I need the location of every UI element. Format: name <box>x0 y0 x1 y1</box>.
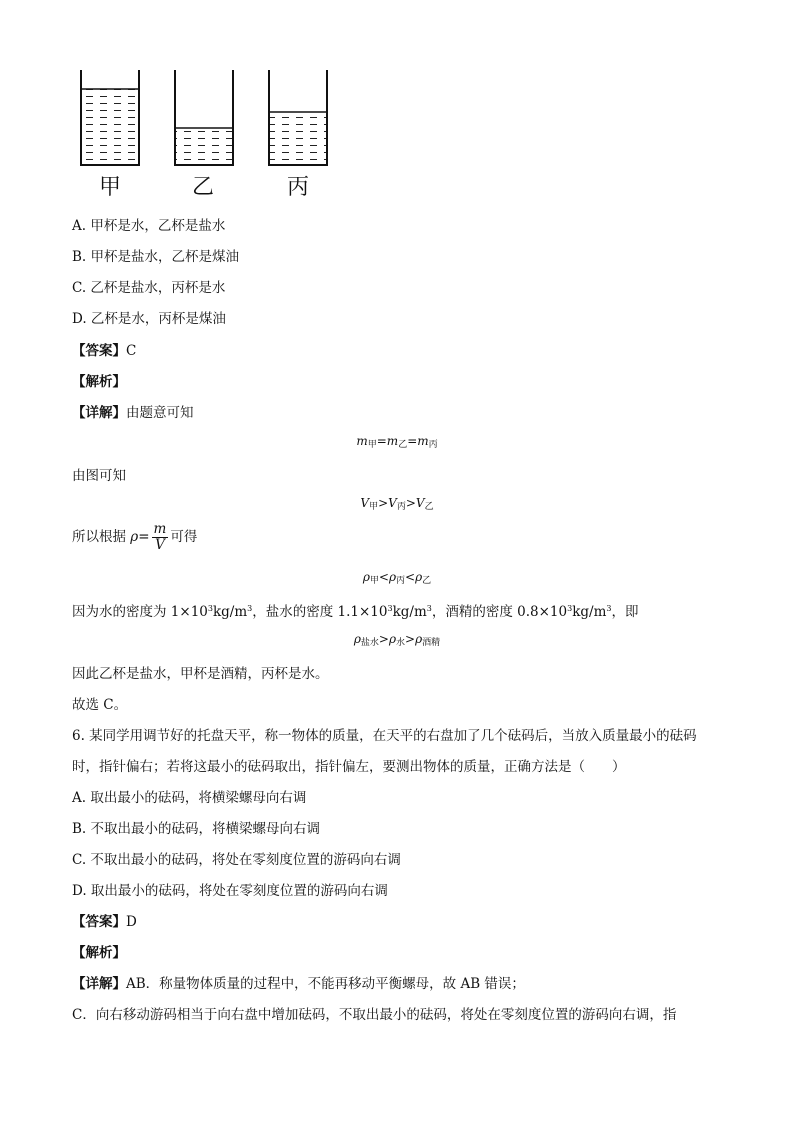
q6-detail <box>72 972 525 992</box>
cup-label-jia: 甲 <box>99 175 122 200</box>
q6-detail-text: AB．称量物体质量的过程中，不能再移动平衡螺母，故 AB 错误； <box>126 976 525 992</box>
q5-equation-density: $\rho_甲<\rho_丙<\rho_乙$ <box>362 570 432 586</box>
cup-label-yi: 乙 <box>192 175 215 200</box>
q5-option-d: D. 乙杯是水，丙杯是煤油 <box>72 311 226 327</box>
q5-analysis-tag: 【解析】 <box>72 374 126 390</box>
cup-yi <box>175 70 233 165</box>
beakers-figure <box>70 65 340 175</box>
q5-conclusion: 因此乙杯是盐水，甲杯是酒精，丙杯是水。 <box>72 666 329 682</box>
cup-label-bing: 丙 <box>287 175 310 200</box>
q6-option-b: B. 不取出最小的砝码，将横梁螺母向右调 <box>72 821 321 837</box>
cup-jia <box>81 70 139 165</box>
q5-detail-text: 由题意可知 <box>126 405 194 421</box>
q5-option-b: B. 甲杯是盐水，乙杯是煤油 <box>72 249 240 265</box>
q5-choose: 故选 C。 <box>72 697 128 713</box>
q6-answer-tag: 【答案】 <box>72 914 126 930</box>
q6-answer <box>72 910 137 930</box>
q5-equation-density-compare: $\rho_{盐水}>\rho_水>\rho_{酒精}$ <box>353 632 441 648</box>
q6-stem-line2: 时，指针偏右；若将这最小的砝码取出，指针偏左，要测出物体的质量，正确方法是（ ） <box>72 759 626 775</box>
q5-option-c: C. 乙杯是盐水，丙杯是水 <box>72 280 226 296</box>
q5-from-figure: 由图可知 <box>72 468 126 484</box>
q6-detail-tag: 【详解】 <box>72 976 126 992</box>
q5-answer-value: C <box>126 343 137 359</box>
q5-answer-tag: 【答案】 <box>72 343 126 359</box>
q5-equation-volume: $V_甲>V_丙>V_乙$ <box>360 496 434 512</box>
q5-equation-mass: $m_甲=m_乙=m_丙$ <box>356 434 438 450</box>
q6-option-d: D. 取出最小的砝码，将处在零刻度位置的游码向右调 <box>72 883 388 899</box>
q6-answer-value: D <box>126 914 137 930</box>
q5-density-formula: 所以根据 ρ= $\frac{m}{V}$ 可得 <box>72 521 198 553</box>
q5-detail-tag: 【详解】 <box>72 405 126 421</box>
q5-answer <box>72 339 136 359</box>
q5-option-a: A. 甲杯是水，乙杯是盐水 <box>72 218 226 234</box>
q6-stem-line1: 6. 某同学用调节好的托盘天平，称一物体的质量，在天平的右盘加了几个砝码后，当放入质量最小的砝码 <box>72 728 697 744</box>
q6-analysis-tag: 【解析】 <box>72 945 126 961</box>
cup-bing <box>269 70 327 165</box>
q6-option-c-explanation: C．向右移动游码相当于向右盘中增加砝码，不取出最小的砝码，将处在零刻度位置的游码向右调，指 <box>72 1007 677 1023</box>
q6-option-c: C. 不取出最小的砝码，将处在零刻度位置的游码向右调 <box>72 852 401 868</box>
q5-density-values: 因为水的密度为 $1\times 10^3kg/m^3$，盐水的密度 $1.1\times 10^3kg/m^3$，酒精的密度 $0.8\times 10^3kg/m^3$，即 <box>72 604 639 620</box>
q6-option-a: A. 取出最小的砝码，将横梁螺母向右调 <box>72 790 307 806</box>
q5-detail <box>72 401 194 421</box>
